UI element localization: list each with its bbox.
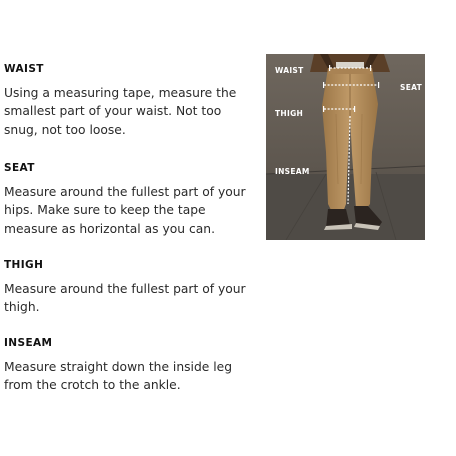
waist-photo-label: WAIST: [275, 66, 304, 75]
seat-title: SEAT: [4, 162, 35, 174]
pants-measurement-photo: [266, 54, 425, 240]
waist-title: WAIST: [4, 63, 44, 75]
seat-photo-label: SEAT: [400, 83, 423, 92]
seat-section: [4, 161, 254, 238]
thigh-photo-label: THIGH: [275, 109, 304, 118]
seat-instructions: Measure around the fullest part of your hips. Make sure to keep the tape measure as horizontal as you can.: [4, 185, 246, 236]
waist-section: [4, 62, 254, 139]
inseam-title: INSEAM: [4, 337, 53, 349]
inseam-photo-label: INSEAM: [275, 167, 310, 176]
inseam-instructions: Measure straight down the inside leg from the crotch to the ankle.: [4, 360, 233, 393]
thigh-instructions: Measure around the fullest part of your thigh.: [4, 282, 246, 315]
thigh-title: THIGH: [4, 259, 44, 271]
inseam-section: [4, 336, 254, 395]
thigh-section: [4, 258, 254, 317]
pants-illustration: [266, 54, 425, 240]
waist-instructions: Using a measuring tape, measure the smallest part of your waist. Not too snug, not too loose.: [4, 86, 237, 137]
